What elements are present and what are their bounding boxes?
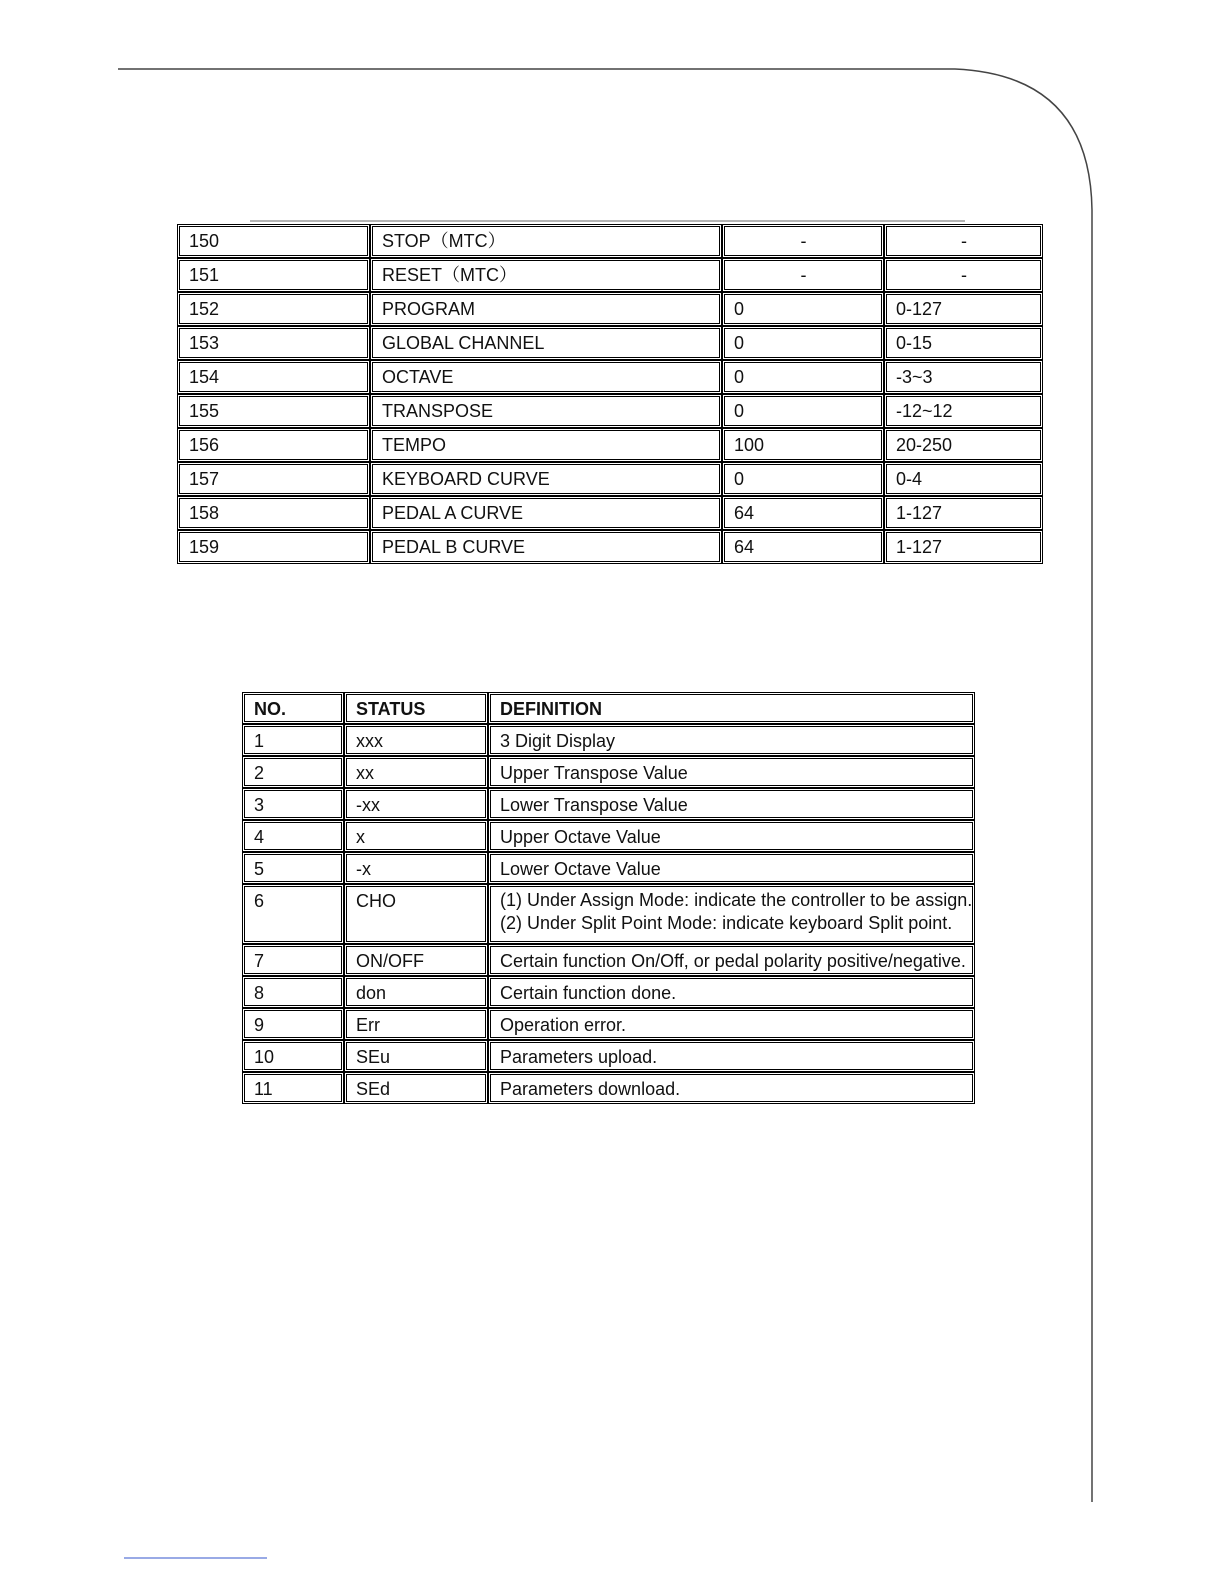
param-number: 155 [177,394,370,428]
table-row [242,724,975,756]
param-name: PEDAL B CURVE [370,530,722,564]
status-no: 1 [242,724,344,756]
status-code: SEu [344,1040,488,1072]
status-no: 7 [242,944,344,976]
status-definition: Certain function On/Off, or pedal polarity positive/negative. [488,944,975,976]
param-range: -3~3 [884,360,1043,394]
table-row [177,428,1043,462]
status-no: 2 [242,756,344,788]
status-definition: Upper Octave Value [488,820,975,852]
table-row [242,884,975,944]
status-no: 10 [242,1040,344,1072]
param-range: - [884,224,1043,258]
param-range: -12~12 [884,394,1043,428]
table-row [177,530,1043,564]
status-no: 5 [242,852,344,884]
param-number: 158 [177,496,370,530]
param-name: PEDAL A CURVE [370,496,722,530]
status-definition: Upper Transpose Value [488,756,975,788]
param-name: STOP（MTC） [370,224,722,258]
param-default: 64 [722,530,884,564]
param-name: OCTAVE [370,360,722,394]
table-row [177,496,1043,530]
param-number: 153 [177,326,370,360]
status-code: ON/OFF [344,944,488,976]
param-name: KEYBOARD CURVE [370,462,722,496]
status-definition: Lower Transpose Value [488,788,975,820]
status-code: xx [344,756,488,788]
table-row [242,944,975,976]
table-row [242,756,975,788]
status-definition: Parameters download. [488,1072,975,1104]
status-no: 4 [242,820,344,852]
status-no: 8 [242,976,344,1008]
status-definition [488,884,975,944]
param-default: 64 [722,496,884,530]
status-code: -x [344,852,488,884]
status-no: 11 [242,1072,344,1104]
param-range: 0-127 [884,292,1043,326]
definition-line: (2) Under Split Point Mode: indicate keyboard Split point. [500,913,953,933]
param-name: GLOBAL CHANNEL [370,326,722,360]
status-no: 3 [242,788,344,820]
status-no: 9 [242,1008,344,1040]
header-no: NO. [242,692,344,724]
param-number: 151 [177,258,370,292]
status-code: SEd [344,1072,488,1104]
status-code: CHO [344,884,488,944]
param-default: - [722,224,884,258]
parameter-table [177,224,1043,564]
param-default: 0 [722,326,884,360]
param-range: 0-4 [884,462,1043,496]
status-code: don [344,976,488,1008]
table-row [177,462,1043,496]
param-number: 152 [177,292,370,326]
param-default: - [722,258,884,292]
table-row [242,1072,975,1104]
status-definition: 3 Digit Display [488,724,975,756]
param-name: TEMPO [370,428,722,462]
table-header-row [242,692,975,724]
status-code: x [344,820,488,852]
param-number: 154 [177,360,370,394]
param-default: 0 [722,292,884,326]
param-default: 0 [722,394,884,428]
status-no: 6 [242,884,344,944]
table-row [242,1040,975,1072]
status-code: -xx [344,788,488,820]
definition-line: (1) Under Assign Mode: indicate the controller to be assign. [500,890,973,910]
status-definition: Lower Octave Value [488,852,975,884]
param-name: TRANSPOSE [370,394,722,428]
table-row [177,326,1043,360]
param-number: 156 [177,428,370,462]
status-code: Err [344,1008,488,1040]
header-definition: DEFINITION [488,692,975,724]
param-range: 1-127 [884,530,1043,564]
status-code: xxx [344,724,488,756]
param-range: 1-127 [884,496,1043,530]
param-name: PROGRAM [370,292,722,326]
status-table [242,692,975,1104]
table-row [177,224,1043,258]
param-range: 20-250 [884,428,1043,462]
param-default: 0 [722,462,884,496]
table-row [242,820,975,852]
status-definition: Parameters upload. [488,1040,975,1072]
table-row [177,292,1043,326]
table-row [242,852,975,884]
table-row [242,1008,975,1040]
table-row [242,788,975,820]
status-definition: Certain function done. [488,976,975,1008]
table-row [177,360,1043,394]
param-range: 0-15 [884,326,1043,360]
param-number: 150 [177,224,370,258]
param-name: RESET（MTC） [370,258,722,292]
header-status: STATUS [344,692,488,724]
param-number: 157 [177,462,370,496]
param-default: 0 [722,360,884,394]
table-row [177,394,1043,428]
table-row [177,258,1043,292]
param-number: 159 [177,530,370,564]
param-range: - [884,258,1043,292]
status-definition: Operation error. [488,1008,975,1040]
param-default: 100 [722,428,884,462]
table-row [242,976,975,1008]
